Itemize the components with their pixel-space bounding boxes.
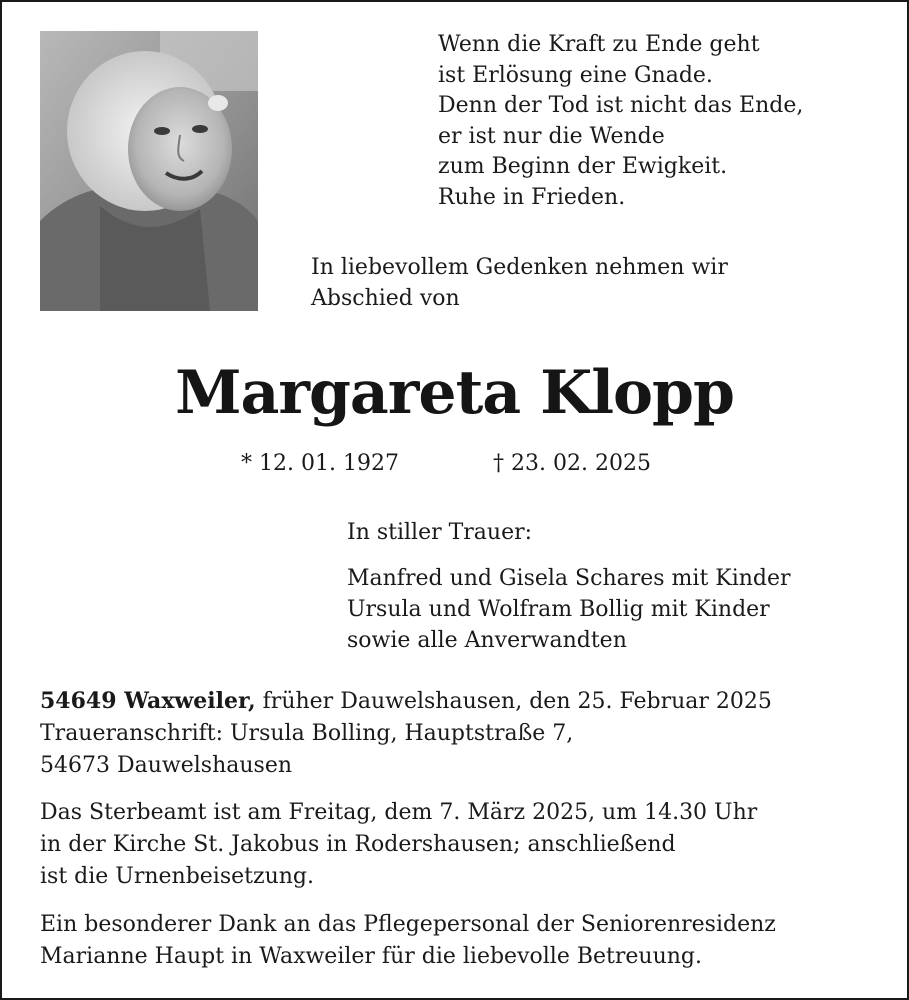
service-line: in der Kirche St. Jakobus in Rodershausen; anschließend	[40, 832, 676, 857]
portrait-photo	[40, 31, 258, 311]
mourning-address-city: 54673 Dauwelshausen	[40, 753, 293, 778]
death-date: † 23. 02. 2025	[493, 451, 651, 476]
thanks-text	[40, 909, 890, 973]
thanks-line: Marianne Haupt in Waxweiler für die liebevolle Betreuung.	[40, 944, 702, 969]
poem-line: ist Erlösung eine Gnade.	[438, 62, 713, 88]
mourning-address: Traueranschrift: Ursula Bolling, Hauptstraße 7,	[40, 721, 574, 746]
intro-line: In liebevollem Gedenken nehmen wir	[311, 255, 728, 280]
thanks-line: Ein besonderer Dank an das Pflegepersonal der Seniorenresidenz	[40, 912, 776, 937]
deceased-name: Margareta Klopp	[175, 358, 734, 428]
intro-line: Abschied von	[311, 286, 460, 311]
service-line: ist die Urnenbeisetzung.	[40, 864, 315, 889]
place-date-line	[40, 685, 890, 718]
mourner-line: Ursula und Wolfram Bollig mit Kinder	[347, 597, 770, 622]
service-info	[40, 797, 890, 893]
place-bold: 54649 Waxweiler,	[40, 688, 256, 714]
service-line: Das Sterbeamt ist am Freitag, dem 7. März 2025, um 14.30 Uhr	[40, 800, 758, 825]
intro-text	[311, 252, 871, 314]
poem	[438, 30, 878, 213]
poem-line: Ruhe in Frieden.	[438, 184, 626, 210]
portrait-photo-icon	[40, 31, 258, 311]
mourners-heading: In stiller Trauer:	[347, 520, 533, 545]
place-rest: früher Dauwelshausen, den 25. Februar 2025	[255, 689, 772, 714]
poem-line: Denn der Tod ist nicht das Ende,	[438, 93, 804, 118]
mourners	[347, 517, 897, 656]
poem-line: er ist nur die Wende	[438, 123, 665, 149]
poem-line: zum Beginn der Ewigkeit.	[438, 154, 728, 179]
birth-date: * 12. 01. 1927	[241, 451, 399, 476]
mourner-line: sowie alle Anverwandten	[347, 628, 627, 653]
address-block	[40, 685, 890, 782]
poem-line: Wenn die Kraft zu Ende geht	[438, 32, 760, 57]
mourner-line: Manfred und Gisela Schares mit Kinder	[347, 566, 791, 591]
